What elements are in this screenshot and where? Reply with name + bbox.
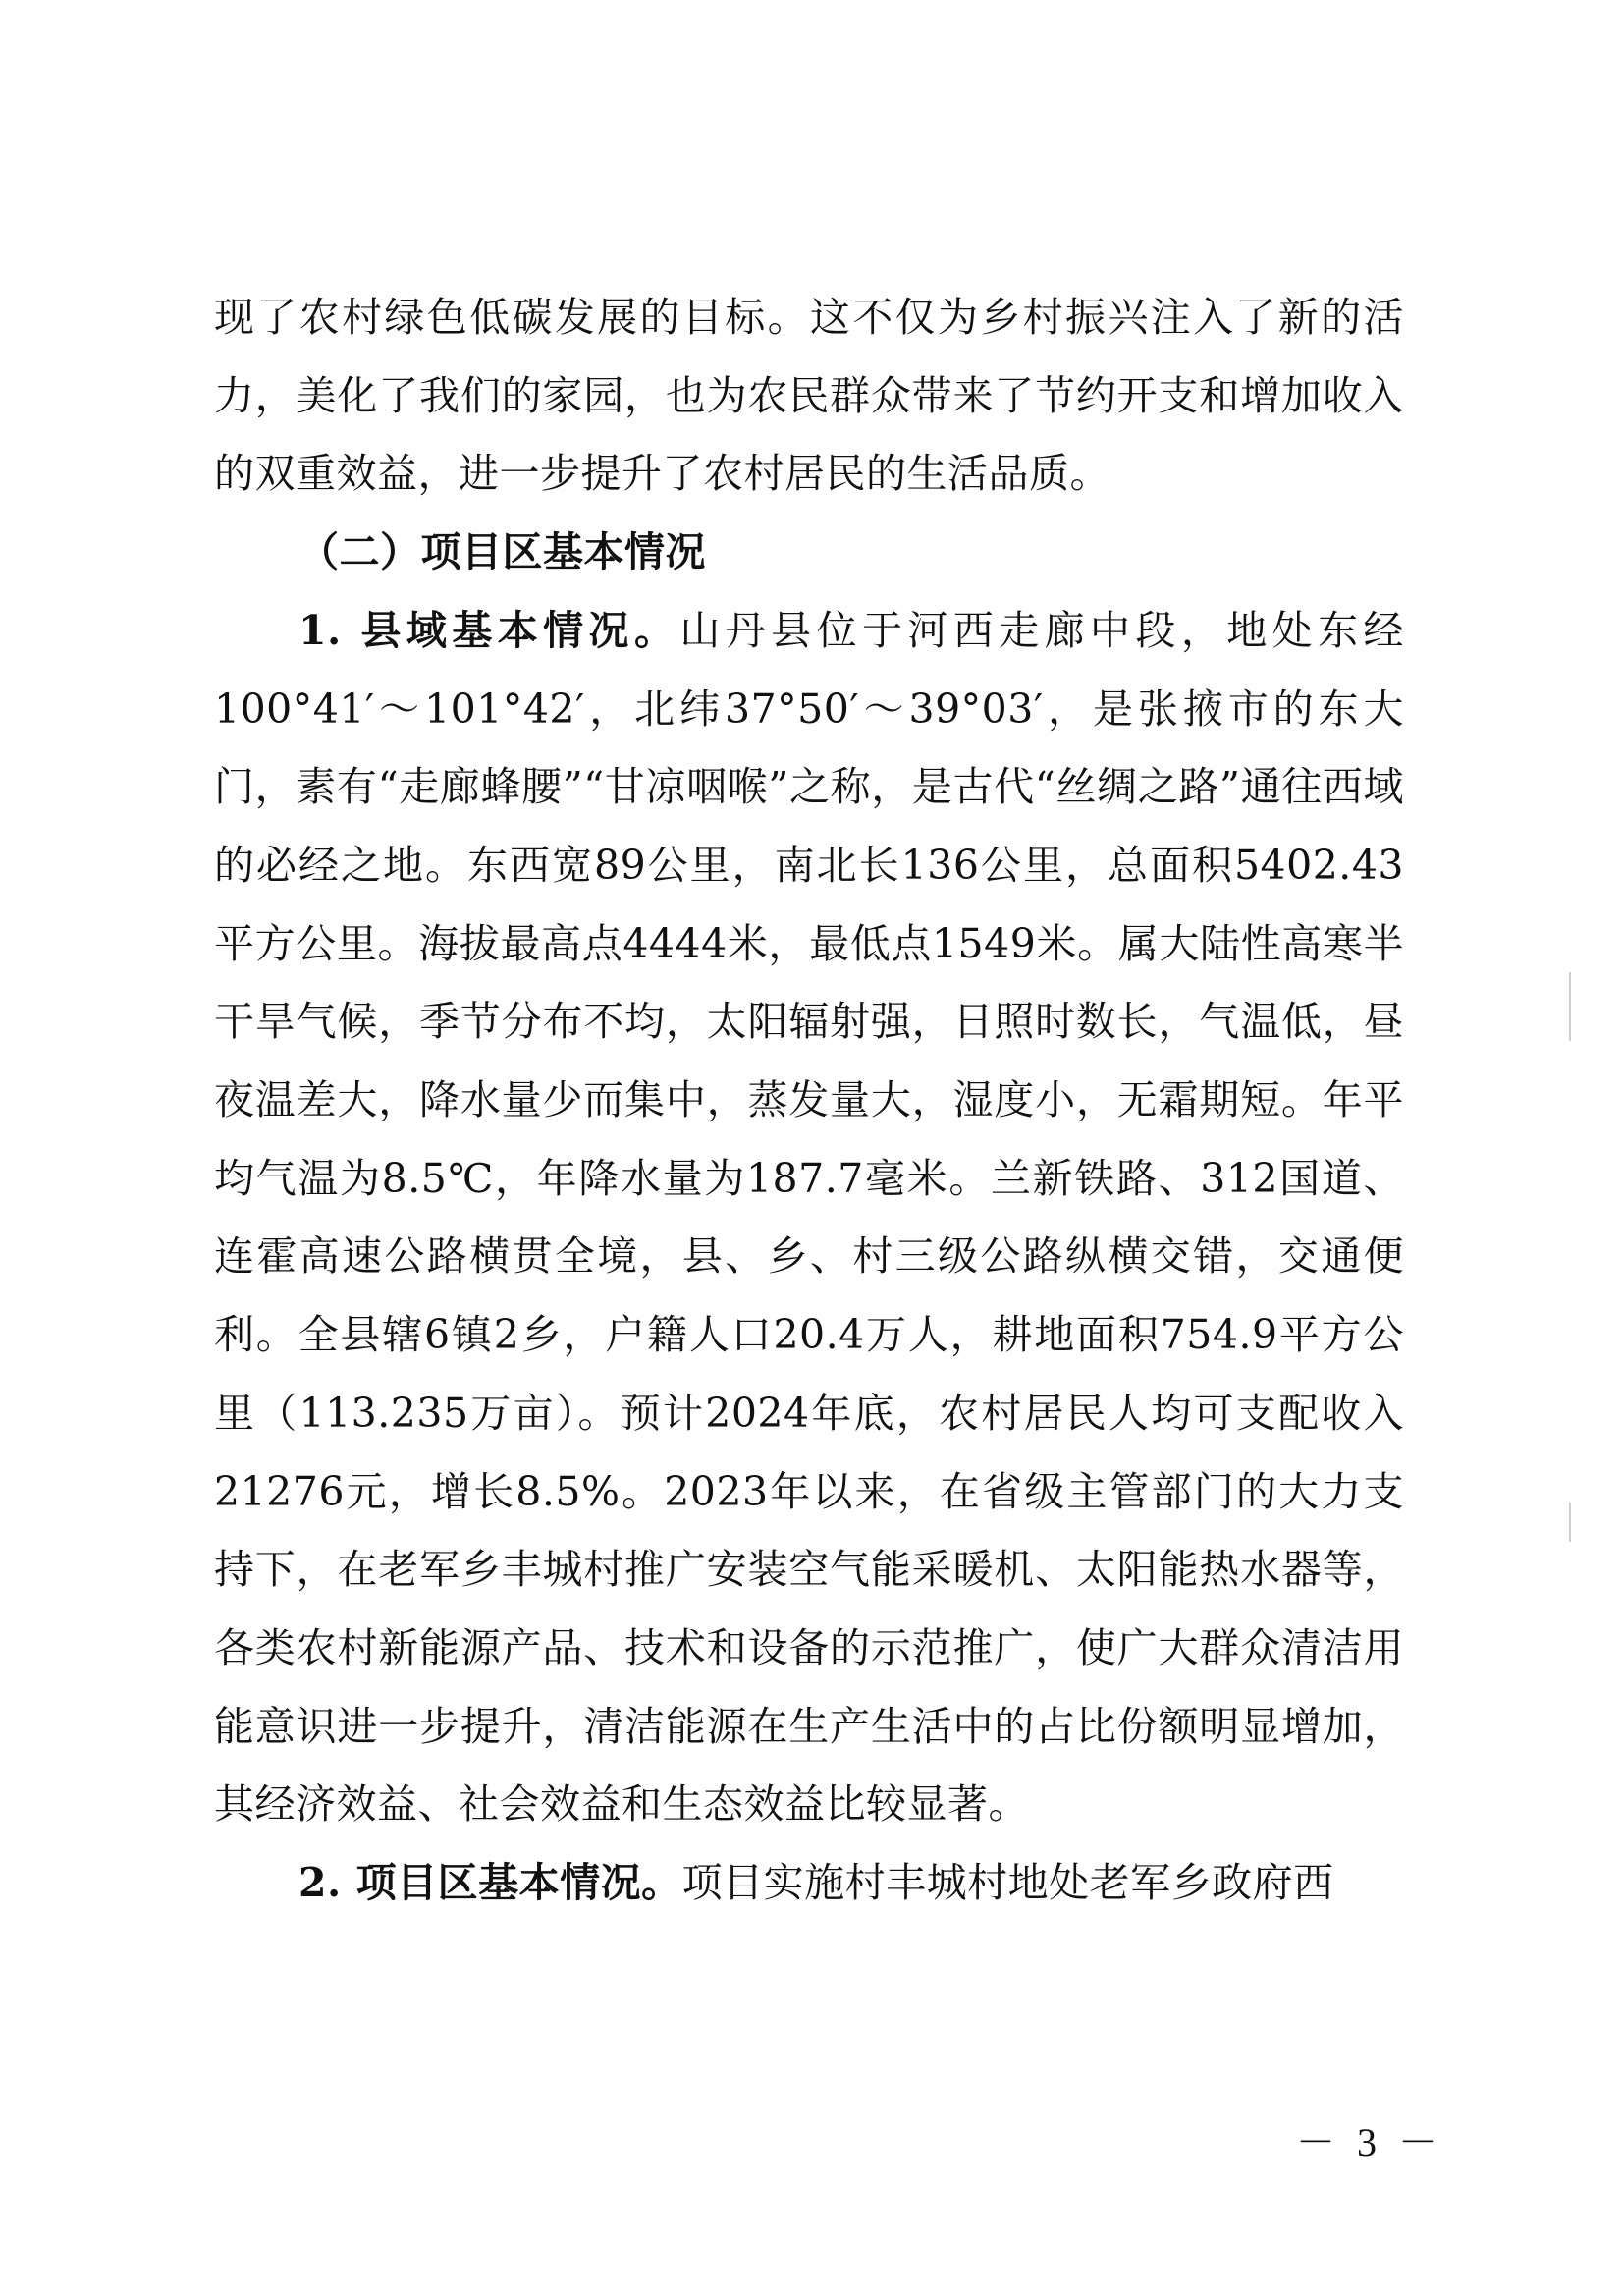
paragraph-text: 现了农村绿色低碳发展的目标。这不仅为乡村振兴注入了新的活力，美化了我们的家园，也为农民群众带来了节约开支和增加收入的双重效益，进一步提升了农村居民的生活品质。 [214, 294, 1404, 498]
paragraph-continuation [214, 279, 1404, 514]
paragraph-county-overview [214, 592, 1404, 1844]
section-heading-text: （二）项目区基本情况 [298, 528, 706, 576]
paragraph-project-area [214, 1844, 1404, 1923]
page-number: － 3 － [1296, 2120, 1443, 2164]
paragraph-text: 项目实施村丰城村地处老军乡政府西 [681, 1859, 1334, 1907]
paragraph-text: 山丹县位于河西走廊中段，地处东经100°41′～101°42′，北纬37°50′～39°03′，是张掖市的东大门，素有“走廊蜂腰”“甘凉咽喉”之称，是古代“丝绸之路”通往西域的必经之地。东西宽89公里，南北长136公里，总面积5402.43平方公里。海拔最高点4444米，最低点1549米。属大陆性高寒半干旱气候，季节分布不均，太阳辐射强，日照时数长，气温低，昼夜温差大，降水量少而集中，蒸发量大，湿度小，无霜期短。年平均气温为8.5℃，年降水量为187.7毫米。兰新铁路、312国道、连霍高速公路横贯全境，县、乡、村三级公路纵横交错，交通便利。全县辖6镇2乡，户籍人口20.4万人，耕地面积754.9平方公里（113.235万亩）。预计2024年底，农村居民人均可支配收入21276元，增长8.5%。2023年以来，在省级主管部门的大力支持下，在老军乡丰城村推广安装空气能采暖机、太阳能热水器等，各类农村新能源产品、技术和设备的示范推广，使广大群众清洁用能意识进一步提升，清洁能源在生产生活中的占比份额明显增加，其经济效益、社会效益和生态效益比较显著。 [214, 606, 1405, 1829]
section-heading [214, 514, 1404, 592]
paragraph-lead: 2. 项目区基本情况。 [298, 1859, 682, 1907]
paragraph-lead: 1. 县域基本情况。 [298, 606, 680, 654]
scan-artifact [1569, 1503, 1571, 1542]
body-text [214, 279, 1404, 1923]
scan-artifact [1569, 972, 1571, 1041]
